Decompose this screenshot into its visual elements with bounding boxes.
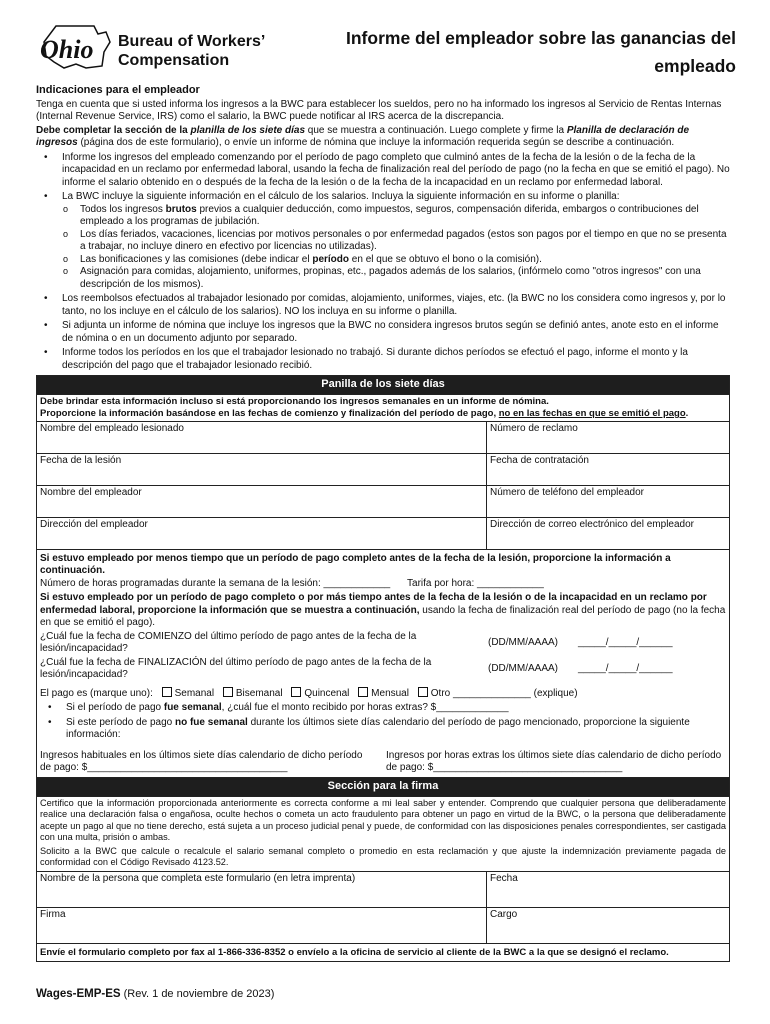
preparer-name-field[interactable]: Nombre de la persona que completa este formulario (en letra imprenta) bbox=[37, 871, 487, 907]
start-date-input[interactable]: _____/_____/______ bbox=[578, 636, 673, 648]
signature-table bbox=[36, 777, 730, 963]
bullet-1: • Informe los ingresos del empleado comenzando por el período de pago completo que culminó antes de la fecha de la lesión o de la fecha de la incapacidad en un reclamo por enfermedad laboral, usando la fecha de finalización real del período de pago (no la fecha en que se emitió el pago). No informe el salario obtenido en o después de la fecha de la lesión o de la fecha de la incapacidad en un reclamo por enfermedad laboral. bbox=[36, 152, 730, 190]
weekly-overtime-bullet: • Si el período de pago fue semanal, ¿cuál fue el monto recibido por horas extras? $_____________ bbox=[40, 702, 726, 715]
monthly-checkbox[interactable] bbox=[358, 687, 368, 697]
other-checkbox[interactable] bbox=[418, 687, 428, 697]
bureau-line-2: Compensation bbox=[118, 52, 230, 69]
sub-bullet-2: o Los días feriados, vacaciones, licencias por motivos personales o por enfermedad pagados (estos son pagos por el tiempo en que no se presenta a trabajar, no incluye dinero en efectivo por licencias no utilizadas). bbox=[36, 229, 730, 254]
claim-number-field[interactable]: Número de reclamo bbox=[487, 421, 730, 453]
less-than-period-heading: Si estuvo empleado por menos tiempo que un período de pago completo antes de la fecha de la lesión, proporcione la información a continuación. bbox=[40, 552, 671, 577]
pay-frequency-row: El pago es (marque uno): Semanal Bisemanal Quincenal Mensual Otro ______________ (explique) bbox=[40, 687, 578, 699]
pay-frequency-label: El pago es (marque uno): bbox=[40, 687, 153, 699]
form-code: Wages-EMP-ES bbox=[36, 988, 121, 1000]
hours-rate-row bbox=[40, 578, 726, 591]
bullet-5: • Informe todos los períodos en los que el trabajador lesionado no trabajó. Si durante dichos períodos se efectuó el pago, informe el monto y la descripción del pago que el trabajador lesionado recibió. bbox=[36, 347, 730, 372]
income-row bbox=[40, 750, 726, 775]
not-weekly-bullet: • Si este período de pago no fue semanal durante los últimos siete días calendario del período de pago mencionado, proporcione la siguiente información: bbox=[40, 717, 726, 742]
page-title: Informe del empleador sobre las ganancias del empleado bbox=[346, 28, 736, 76]
bureau-line-1: Bureau of Workers’ bbox=[118, 33, 266, 50]
biweekly-checkbox[interactable] bbox=[223, 687, 233, 697]
signature-field[interactable]: Firma bbox=[37, 907, 487, 943]
pay-period-section bbox=[37, 549, 730, 777]
regular-income-field[interactable]: Ingresos habituales en los últimos siete días calendario de dicho período de pago: $____________________________________ bbox=[40, 749, 363, 774]
page-header bbox=[36, 22, 736, 82]
revision-date: (Rev. 1 de noviembre de 2023) bbox=[120, 988, 275, 1000]
employer-address-field[interactable]: Dirección del empleador bbox=[37, 517, 487, 549]
form-footer bbox=[36, 987, 274, 1002]
employee-name-field[interactable]: Nombre del empleado lesionado bbox=[37, 421, 487, 453]
injury-date-field[interactable]: Fecha de la lesión bbox=[37, 453, 487, 485]
sub-bullet-1: o Todos los ingresos brutos previos a cualquier deducción, como impuestos, seguros, compensación diferida, embargos o contribuciones del empleado a los programas de jubilación. bbox=[36, 204, 730, 229]
hourly-rate-field[interactable]: Tarifa por hora: ____________ bbox=[407, 577, 544, 589]
bureau-name bbox=[118, 32, 265, 70]
signature-band: Sección para la firma bbox=[37, 777, 730, 796]
certification-text: Certifico que la información proporcionada anteriormente es correcta conforme a mi leal saber y entender. Comprendo que cualquier persona que deliberadamente realice una declaración falsa o engañosa, oculte hechos o cometa un acto fraudulento para obtener un pago en virtud de la BWC, o la persona que deliberadamente acepte un pago al que no tiene derecho, está sujeta a un proceso judicial penal y puede, de conformidad con las disposiciones penales correspondientes, ser castigada con una multa, prisión o ambas. Solicito a la BWC que calcule o recalcule el salario semanal completo o promedio en esta reclamación y que ajuste la indemnización previamente pagada de conformidad con el Código Revisado 4123.52. bbox=[37, 796, 730, 871]
instructions-heading: Indicaciones para el empleador bbox=[36, 84, 200, 96]
sub-bullet-3: o Las bonificaciones y las comisiones (debe indicar el período en el que se obtuvo el bono o la comisión). bbox=[36, 254, 730, 267]
ohio-logo bbox=[36, 22, 114, 72]
semimonthly-checkbox[interactable] bbox=[291, 687, 301, 697]
employer-name-field[interactable]: Nombre del empleador bbox=[37, 485, 487, 517]
start-date-row bbox=[40, 631, 726, 656]
instructions-p1: Tenga en cuenta que si usted informa los ingresos a la BWC para establecer los sueldos, pero no ha informado los ingresos al Servicio de Rentas Internas (Internal Revenue Service, IRS) como el salario, la BWC puede notificar al IRS acerca de la discrepancia. bbox=[36, 98, 722, 123]
end-date-question: ¿Cuál fue la fecha de FINALIZACIÓN del último período de pago antes de la fecha de la lesión/incapacidad? bbox=[40, 656, 432, 681]
bullet-4: • Si adjunta un informe de nómina que incluye los ingresos que la BWC no considera ingresos brutos según se definió antes, anote esto en el informe de nómina o en un documento adjunto por separado. bbox=[36, 320, 730, 345]
end-date-input[interactable]: _____/_____/______ bbox=[578, 662, 673, 674]
overtime-income-field[interactable]: Ingresos por horas extras los últimos siete días calendario de dicho período de pago: $__________________________________ bbox=[386, 749, 722, 774]
send-instructions: Envíe el formulario completo por fax al 1-866-336-8352 o envíelo a la oficina de servicio al cliente de la BWC a la que se designó el reclamo. bbox=[37, 943, 730, 962]
weekly-checkbox[interactable] bbox=[162, 687, 172, 697]
logo-text: Ohio bbox=[40, 35, 94, 64]
employer-phone-field[interactable]: Número de teléfono del empleador bbox=[487, 485, 730, 517]
end-date-row bbox=[40, 657, 726, 682]
form-body bbox=[36, 84, 730, 962]
instructions-p2: Debe completar la sección de la planilla de los siete días que se muestra a continuación. Luego complete y firme la Planilla de declaración de ingresos (página dos de este formulario), o envíe un informe de nómina que incluye la información requerida según se describe a continuación. bbox=[36, 124, 690, 149]
scheduled-hours-field[interactable]: Número de horas programadas durante la semana de la lesión: ____________ bbox=[40, 577, 391, 589]
start-date-format: (DD/MM/AAAA) bbox=[488, 636, 558, 648]
seven-day-table bbox=[36, 375, 730, 778]
hire-date-field[interactable]: Fecha de contratación bbox=[487, 453, 730, 485]
start-date-question: ¿Cuál fue la fecha de COMIENZO del último período de pago antes de la fecha de la lesión/incapacidad? bbox=[40, 630, 417, 655]
more-than-period-heading: Si estuvo empleado por un período de pago completo o por más tiempo antes de la fecha de la lesión o de la incapacidad en un reclamo por enfermedad laboral, proporcione la información que se muestra a continuación, usando la fecha de finalización real del período de pago (no la fecha en que se emitió el pago). bbox=[40, 592, 726, 629]
bullet-3: • Los reembolsos efectuados al trabajador lesionado por comidas, alojamiento, uniformes, viajes, etc. (la BWC no los considera como ingresos y, por lo tanto, no los incluye en el cálculo de los salarios). NO los incluya en su informe o planilla. bbox=[36, 293, 730, 318]
bullet-2: • La BWC incluye la siguiente información en el cálculo de los salarios. Incluya la siguiente información en su informe o planilla: bbox=[36, 191, 730, 204]
employer-email-field[interactable]: Dirección de correo electrónico del empleador bbox=[487, 517, 730, 549]
sub-bullet-4: o Asignación para comidas, alojamiento, uniformes, propinas, etc., pagados además de los salarios, (infórmelo como "otros ingresos" con una descripción de los mismos). bbox=[36, 266, 730, 291]
sign-date-field[interactable]: Fecha bbox=[487, 871, 730, 907]
seven-day-band: Panilla de los siete días bbox=[37, 376, 730, 395]
seven-day-notes: Debe brindar esta información incluso si está proporcionando los ingresos semanales en un informe de nómina. Proporcione la información basándose en las fechas de comienzo y finalización del período de pago, no en las fechas en que se emitió el pago. bbox=[37, 395, 730, 422]
job-title-field[interactable]: Cargo bbox=[487, 907, 730, 943]
end-date-format: (DD/MM/AAAA) bbox=[488, 662, 558, 674]
